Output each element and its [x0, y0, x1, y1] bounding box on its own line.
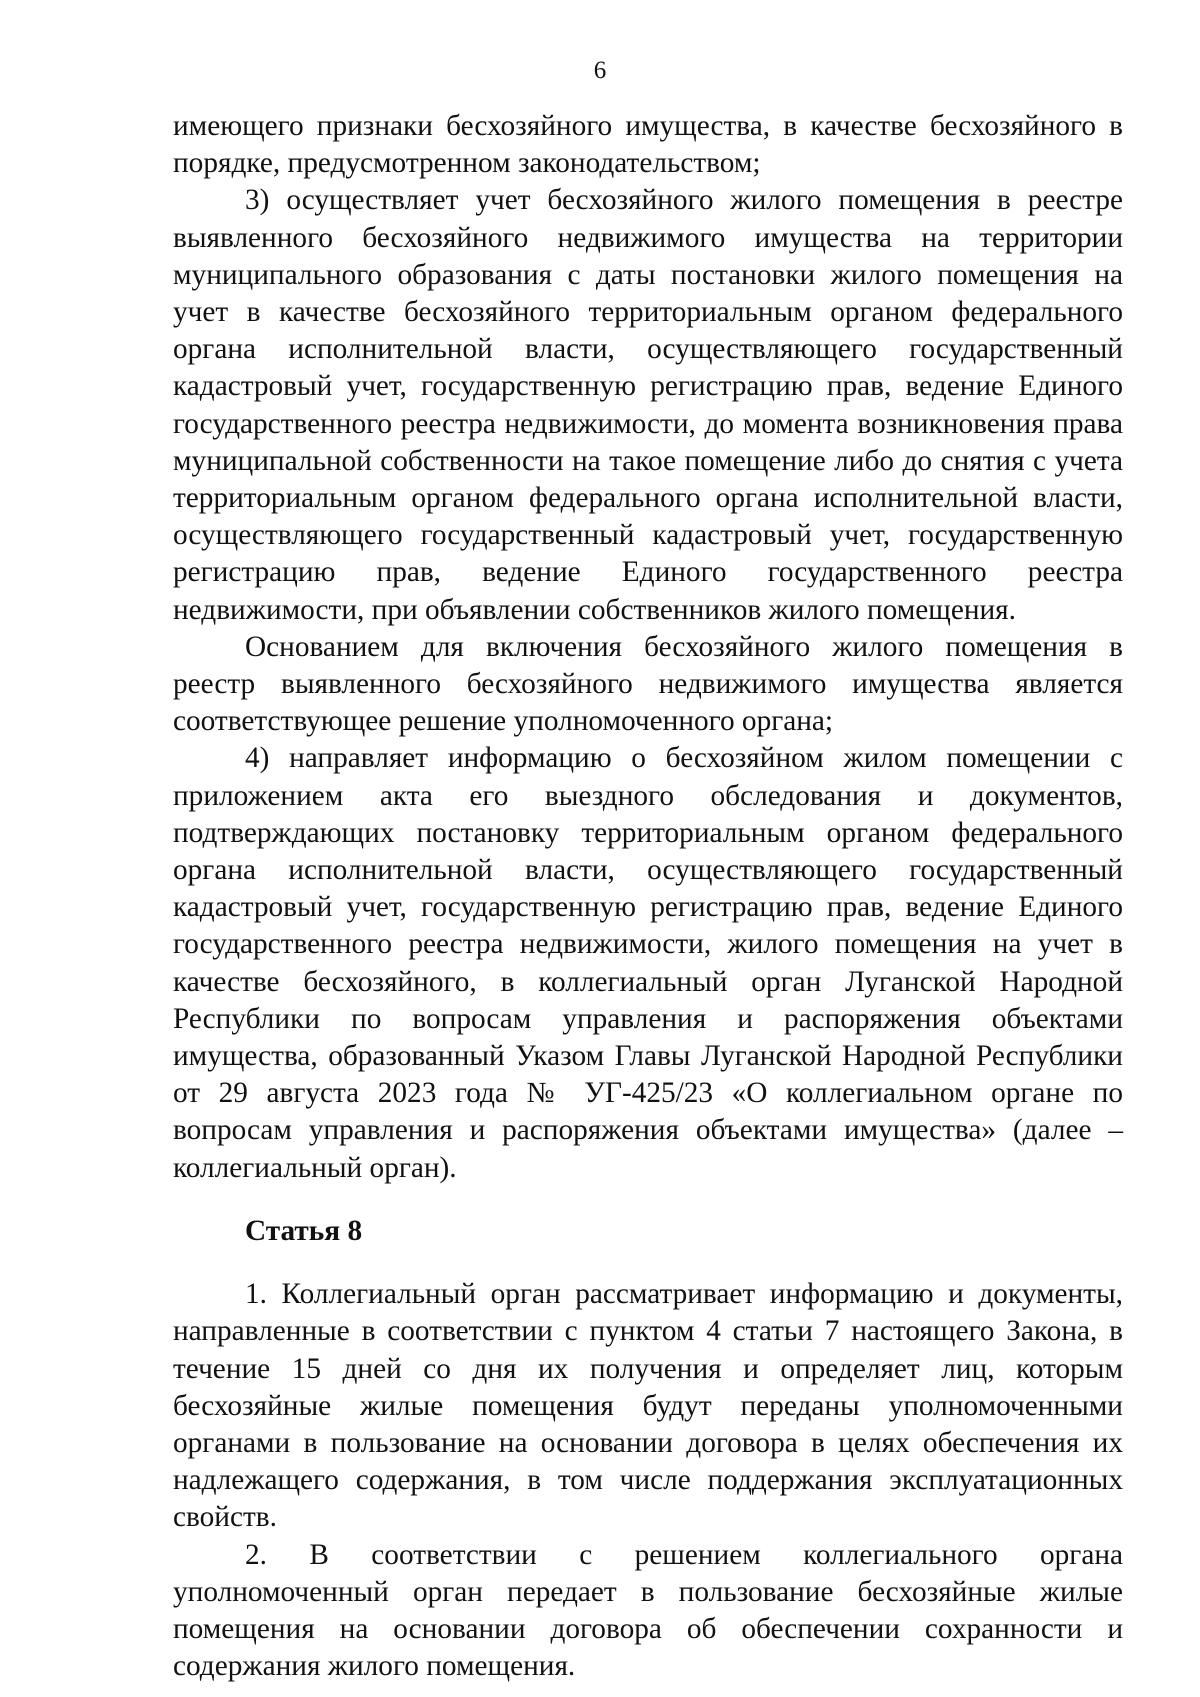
document-body	[173, 108, 1123, 1685]
paragraph-item-3: 3) осуществляет учет бесхозяйного жилого помещения в реестре выявленного бесхозяйного недвижимого имущества на территории муниципального образования с даты постановки жилого помещения на учет в качестве бесхозяйного территориальным органом федерального органа исполнительной власти, осуществляющего государственный кадастровый учет, государственную регистрацию прав, ведение Единого государственного реестра недвижимости, до момента возникновения права муниципальной собственности на такое помещение либо до снятия с учета территориальным органом федерального органа исполнительной власти, осуществляющего государственный кадастровый учет, государственную регистрацию прав, ведение Единого государственного реестра недвижимости, при объявлении собственников жилого помещения.	[173, 184, 1123, 626]
page-number: 6	[593, 57, 607, 84]
paragraph-article-8-clause-2: 2. В соответствии с решением коллегиального органа уполномоченный орган передает в пользование бесхозяйные жилые помещения на основании договора об обеспечении сохранности и содержания жилого помещения.	[173, 1538, 1123, 1683]
article-heading: Статья 8	[245, 1214, 363, 1247]
paragraph-item-4: 4) направляет информацию о бесхозяйном жилом помещении с приложением акта его выездного обследования и документов, подтверждающих постановку территориальным органом федерального органа исполнительной власти, осуществляющего государственный кадастровый учет, государственную регистрацию прав, ведение Единого государственного реестра недвижимости, жилого помещения на учет в качестве бесхозяйного, в коллегиальный орган Луганской Народной Республики по вопросам управления и распоряжения объектами имущества, образованный Указом Главы Луганской Народной Республики от 29 августа 2023 года № УГ-425/23 «О коллегиальном органе по вопросам управления и распоряжения объектами имущества» (далее – коллегиальный орган).	[173, 742, 1123, 1184]
paragraph-article-8-clause-1: 1. Коллегиальный орган рассматривает информацию и документы, направленные в соответствии с пунктом 4 статьи 7 настоящего Закона, в течение 15 дней со дня их получения и определяет лиц, которым бесхозяйные жилые помещения будут переданы уполномоченными органами в пользование на основании договора в целях обеспечения их надлежащего содержания, в том числе поддержания эксплуатационных свойств.	[173, 1278, 1123, 1534]
paragraph-registry-basis: Основанием для включения бесхозяйного жилого помещения в реестр выявленного бесхозяйного недвижимого имущества является соответствующее решение уполномоченного органа;	[173, 630, 1123, 738]
paragraph-continuation: имеющего признаки бесхозяйного имущества, в качестве бесхозяйного в порядке, предусмотренном законодательством;	[173, 110, 1123, 180]
